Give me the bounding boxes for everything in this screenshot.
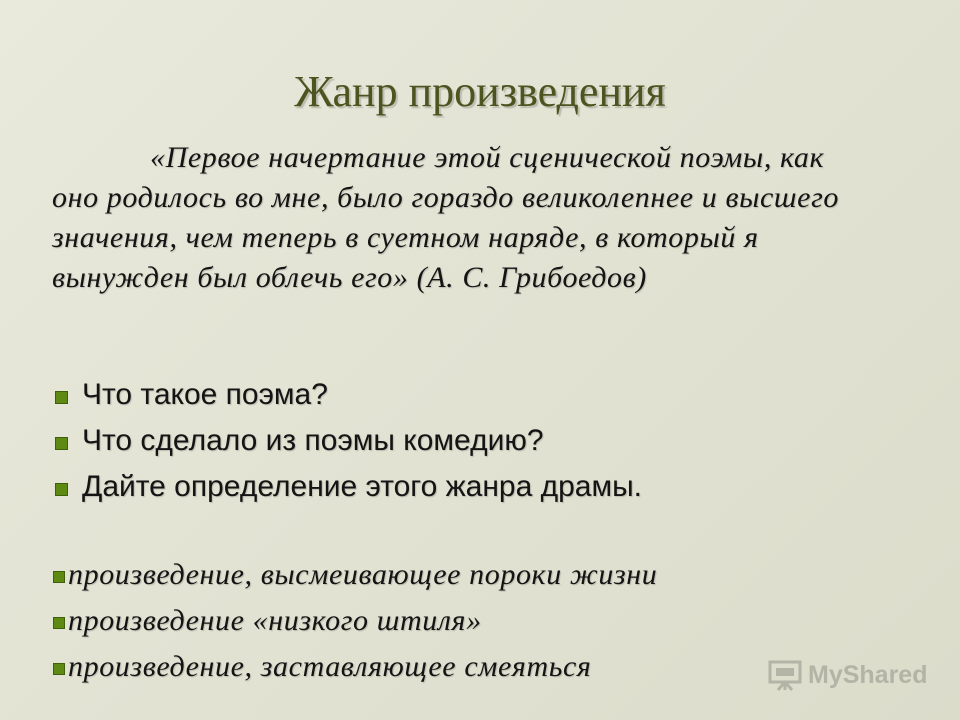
slide-title: Жанр произведения — [294, 67, 666, 116]
answer-text: произведение, высмеивающее пороки жизни — [68, 558, 658, 591]
square-bullet-icon — [55, 437, 68, 450]
answer-text: произведение «низкого штиля» — [68, 604, 482, 637]
question-text: Дайте определение этого жанра драмы. — [82, 470, 643, 503]
square-bullet-icon — [53, 571, 65, 583]
answer-item — [52, 598, 657, 644]
watermark-text: MyShared — [808, 660, 928, 689]
question-text: Что такое поэма? — [82, 378, 328, 411]
question-text: Что сделало из поэмы комедию? — [82, 424, 544, 457]
answer-list — [52, 552, 657, 690]
question-list — [52, 372, 642, 510]
square-bullet-icon — [53, 617, 65, 629]
question-item — [52, 464, 642, 510]
square-bullet-icon — [55, 391, 68, 404]
question-item — [52, 372, 642, 418]
quote-text: «Первое начертание этой сценической поэмы, как оно родилось во мне, было гораздо великолепнее и высшего значения, чем теперь в суетном наряде, в который я вынужден был облечь его» (А. С. Грибоедов) — [52, 141, 839, 294]
answer-item — [52, 552, 657, 598]
square-bullet-icon — [53, 663, 65, 675]
presentation-screen-icon — [768, 659, 802, 691]
griboedov-quote — [52, 138, 852, 298]
myshared-watermark — [768, 655, 927, 695]
square-bullet-icon — [55, 483, 68, 496]
question-item — [52, 418, 642, 464]
answer-item — [52, 644, 657, 690]
answer-text: произведение, заставляющее смеяться — [68, 650, 592, 683]
